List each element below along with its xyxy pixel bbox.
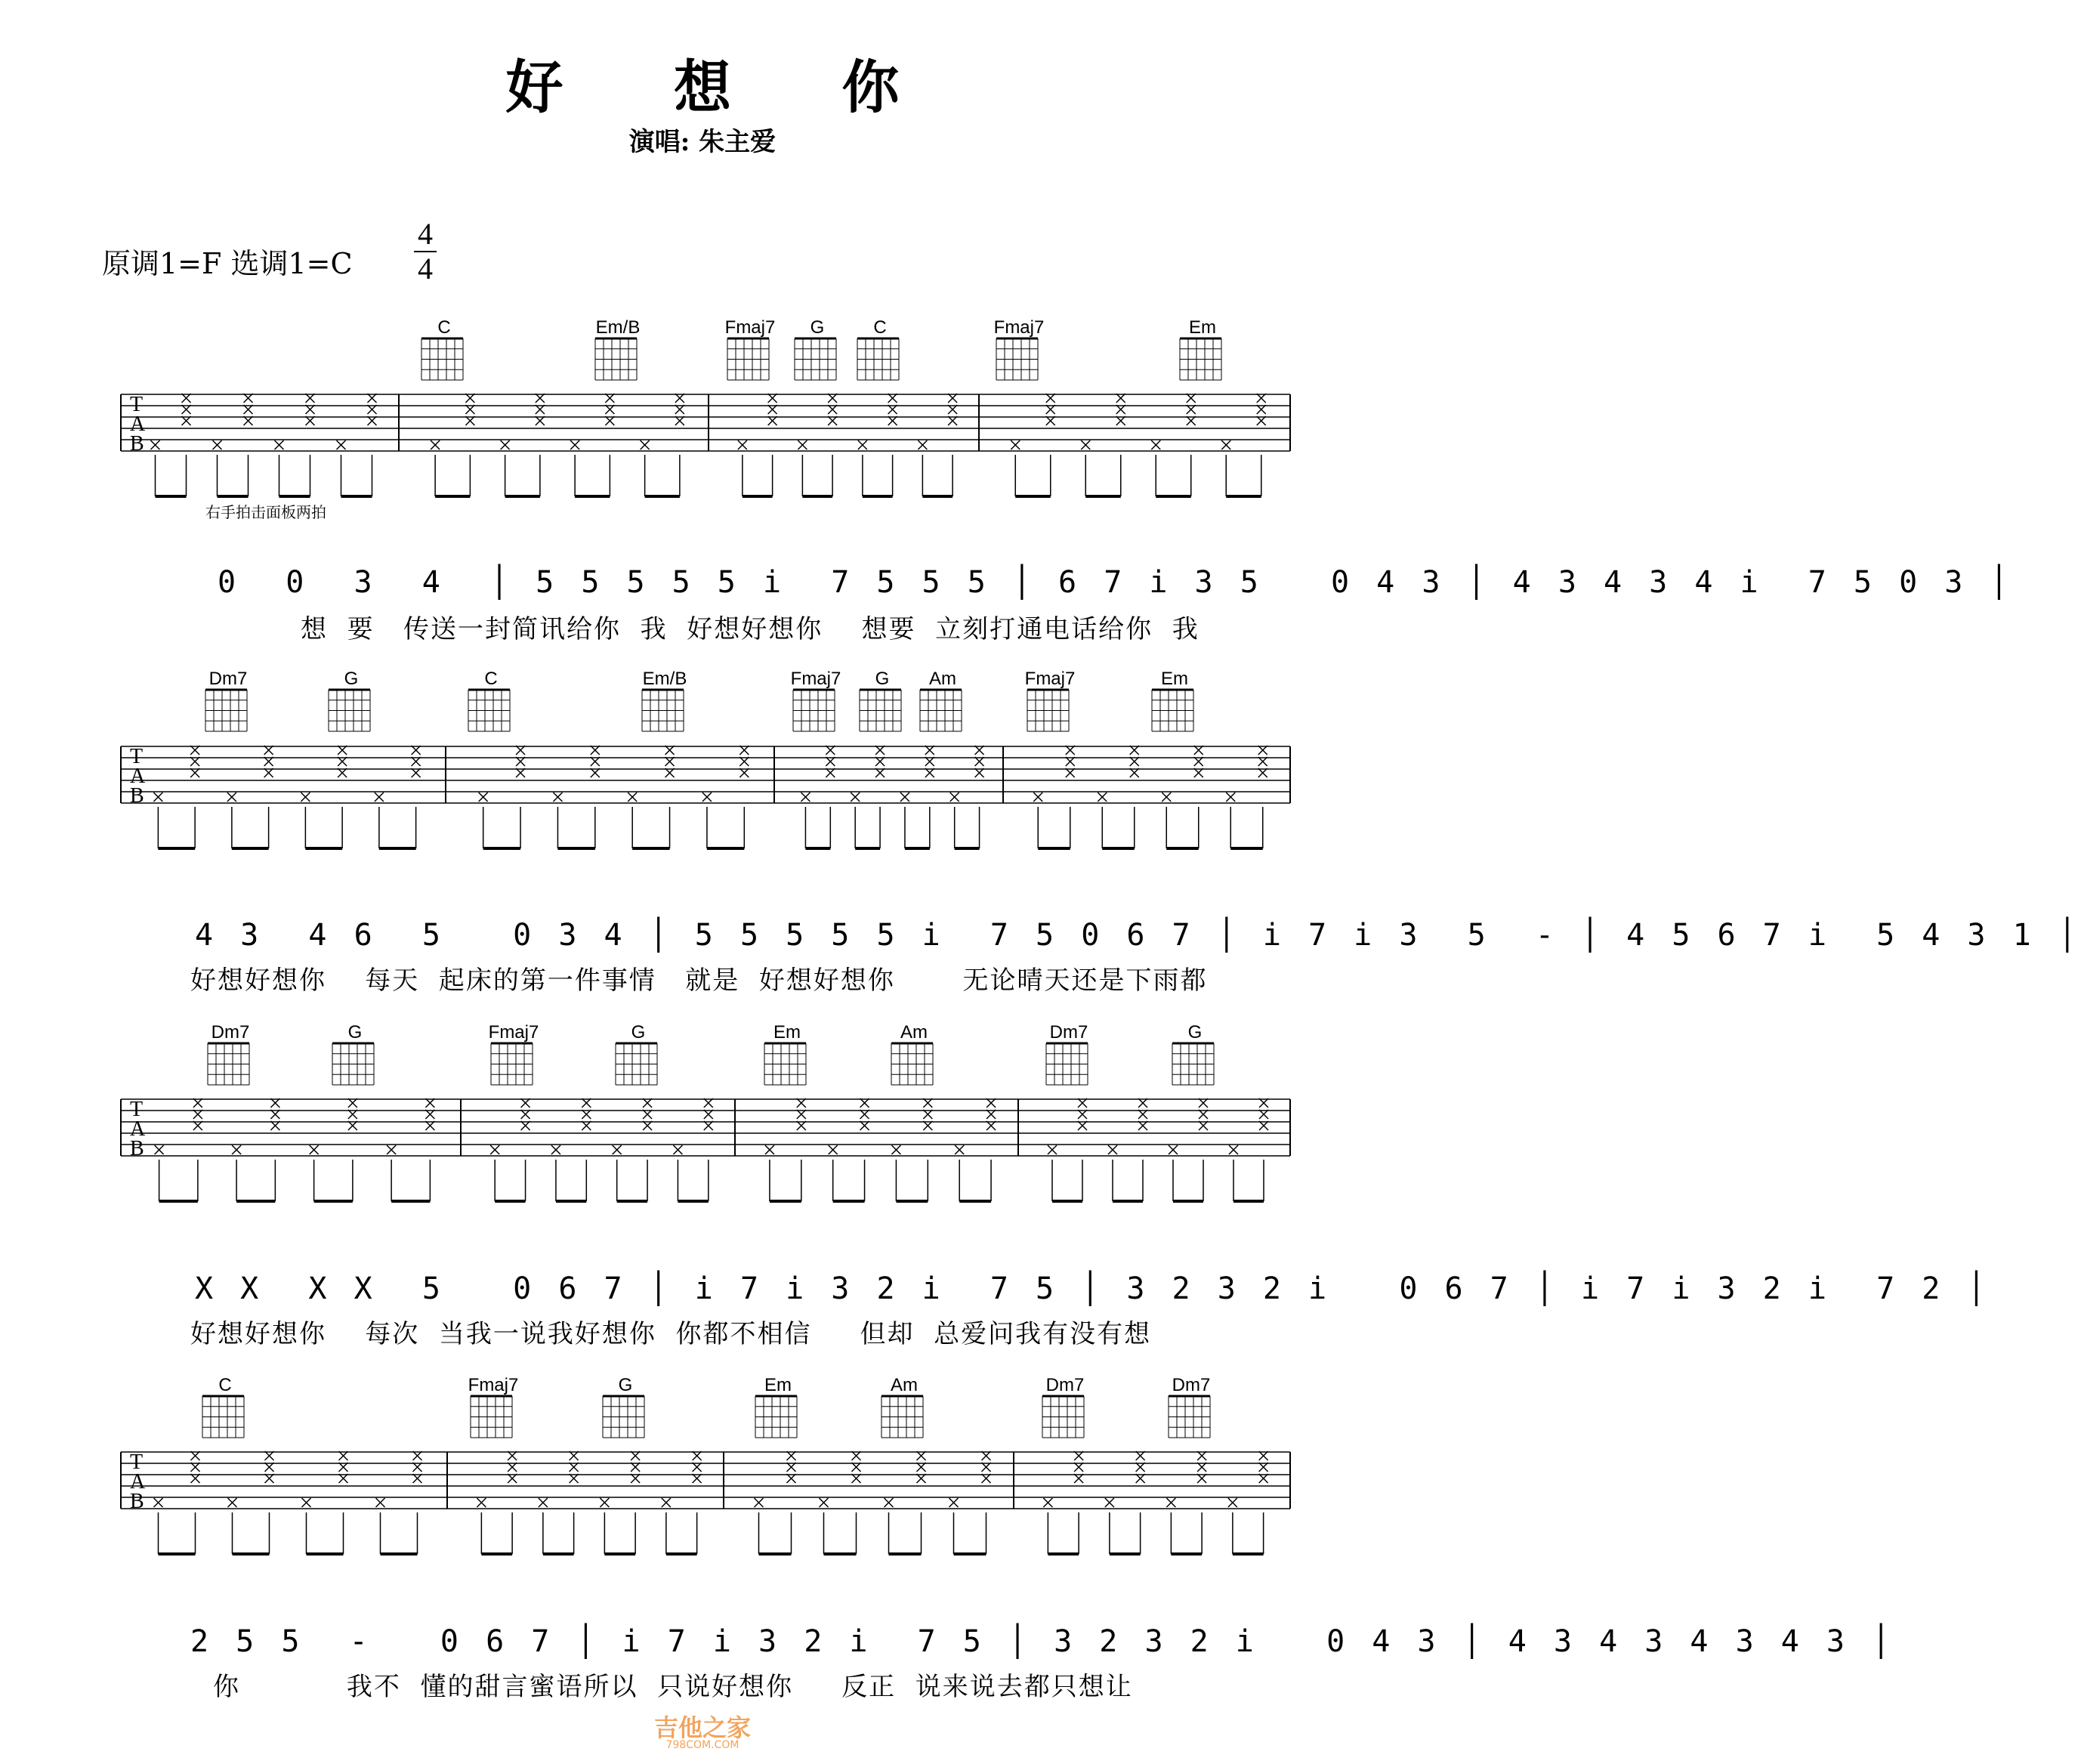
chord-diagram <box>755 1396 797 1438</box>
tab-staff-1 <box>121 393 1290 496</box>
chord-name: Dm7 <box>1049 1022 1088 1043</box>
chord-diagram <box>1180 338 1221 380</box>
lyrics-row-2: 好想好想你 每天 起床的第一件事情 就是 好想好想你 无论晴天还是下雨都 <box>190 965 1208 996</box>
chord-name: Dm7 <box>1172 1375 1211 1395</box>
singer-credit: 演唱: 朱主爱 <box>628 127 777 157</box>
chord-name: G <box>347 1022 363 1043</box>
chord-diagram <box>491 1043 533 1085</box>
site-url: 798COM.COM <box>665 1739 739 1751</box>
tab-staff-3 <box>121 1098 1290 1201</box>
chord-diagram <box>329 690 370 731</box>
lyrics-row-1: 想 要 传送一封简讯给你 我 好想好想你 想要 立刻打通电话给你 我 <box>301 614 1200 644</box>
chord-name: Am <box>891 1375 918 1395</box>
chord-diagram <box>764 1043 806 1085</box>
chord-name: Em/B <box>595 317 641 338</box>
time-sig-top: 4 <box>418 217 433 251</box>
chord-diagram <box>1027 690 1069 731</box>
chord-diagram <box>881 1396 923 1438</box>
chord-diagram <box>1172 1043 1214 1085</box>
tab-letter: T <box>130 1098 144 1121</box>
chord-name: Dm7 <box>208 669 248 689</box>
chord-diagram <box>603 1396 644 1438</box>
chord-diagram <box>595 338 637 380</box>
chord-diagram <box>205 690 247 731</box>
chord-diagram <box>642 690 684 731</box>
chord-name: Fmaj7 <box>724 317 776 338</box>
lyrics-row-3: 好想好想你 每次 当我一说我好想你 你都不相信 但却 总爱问我有没有想 <box>190 1319 1152 1349</box>
chord-diagram <box>891 1043 933 1085</box>
notation-row-4: 2 5 5 - 0 6 7 │ i 7 i 3 2 i 7 5 │ 3 2 3 2 i 0 4 3 │ 4 3 4 3 4 3 4 3 │ <box>190 1624 1895 1659</box>
tab-staff-4 <box>121 1450 1290 1554</box>
notation-row-3: X X X X 5 0 6 7 │ i 7 i 3 2 i 7 5 │ 3 2 3 2 i 0 6 7 │ i 7 i 3 2 i 7 2 │ <box>195 1271 1990 1306</box>
tab-letter: T <box>130 393 144 416</box>
tab-letter: B <box>130 784 144 808</box>
chord-name: Am <box>900 1022 928 1043</box>
tab-letter: B <box>130 1490 144 1513</box>
site-logo <box>0 1709 1405 1751</box>
chord-diagram <box>468 690 510 731</box>
chord-name: Em/B <box>642 669 687 689</box>
chord-name: G <box>1187 1022 1203 1043</box>
tab-letter: B <box>130 432 144 456</box>
time-sig-bottom: 4 <box>418 252 433 286</box>
chord-name: G <box>618 1375 633 1395</box>
chord-diagram <box>793 690 835 731</box>
chord-diagram <box>332 1043 374 1085</box>
notation-row-1: 0 0 3 4 │ 5 5 5 5 5 i 7 5 5 5 │ 6 7 i 3 5 0 4 3 │ 4 3 4 3 4 i 7 5 0 3 │ <box>218 565 2013 600</box>
site-logo-text: 吉他之家 <box>653 1713 751 1742</box>
tab-letter: T <box>130 1450 144 1474</box>
chord-diagram <box>616 1043 657 1085</box>
tab-letter: A <box>130 765 146 788</box>
chord-diagram <box>1042 1396 1084 1438</box>
chord-name: Em <box>773 1022 801 1043</box>
chord-diagram <box>421 338 463 380</box>
intro-instruction: 右手拍击面板两拍 <box>205 503 326 521</box>
song-title: 好 想 你 <box>505 54 945 121</box>
chord-name: G <box>631 1022 646 1043</box>
chord-name: Fmaj7 <box>790 669 841 689</box>
chord-name: C <box>218 1375 232 1395</box>
chord-name: Fmaj7 <box>1024 669 1076 689</box>
chord-diagram <box>996 338 1038 380</box>
chord-diagram <box>920 690 962 731</box>
chord-name: Dm7 <box>211 1022 250 1043</box>
chord-diagram <box>860 690 901 731</box>
chord-diagram <box>1046 1043 1088 1085</box>
chord-name: Fmaj7 <box>488 1022 539 1043</box>
chord-diagram <box>1152 690 1193 731</box>
tab-letter: B <box>130 1137 144 1160</box>
tab-staff-2 <box>121 745 1290 848</box>
chord-name: Em <box>1161 669 1188 689</box>
chord-name: G <box>875 669 890 689</box>
tab-letter: A <box>130 412 146 436</box>
chord-name: G <box>344 669 359 689</box>
chord-diagram <box>857 338 899 380</box>
chord-name: Am <box>929 669 956 689</box>
chord-diagram <box>202 1396 244 1438</box>
chord-name: Fmaj7 <box>468 1375 519 1395</box>
tab-letter: A <box>130 1470 146 1494</box>
tab-letter: A <box>130 1117 146 1141</box>
tab-letter: T <box>130 745 144 768</box>
chord-diagram <box>1169 1396 1210 1438</box>
key-info: 原调1=F 选调1=C <box>102 247 353 280</box>
chord-name: Fmaj7 <box>993 317 1045 338</box>
chord-name: Dm7 <box>1045 1375 1085 1395</box>
chord-diagram <box>795 338 836 380</box>
chord-name: C <box>873 317 887 338</box>
chord-diagram <box>727 338 769 380</box>
chord-name: G <box>810 317 825 338</box>
chord-name: C <box>484 669 498 689</box>
chord-diagram <box>471 1396 512 1438</box>
chord-diagram <box>208 1043 249 1085</box>
notation-row-2: 4 3 4 6 5 0 3 4 │ 5 5 5 5 5 i 7 5 0 6 7 │ i 7 i 3 5 - │ 4 5 6 7 i 5 4 3 1 │ <box>195 918 2081 953</box>
chord-name: Em <box>764 1375 792 1395</box>
chord-name: Em <box>1189 317 1216 338</box>
lyrics-row-4: 你 我不 懂的甜言蜜语所以 只说好想你 反正 说来说去都只想让 <box>213 1672 1133 1702</box>
chord-name: C <box>437 317 451 338</box>
